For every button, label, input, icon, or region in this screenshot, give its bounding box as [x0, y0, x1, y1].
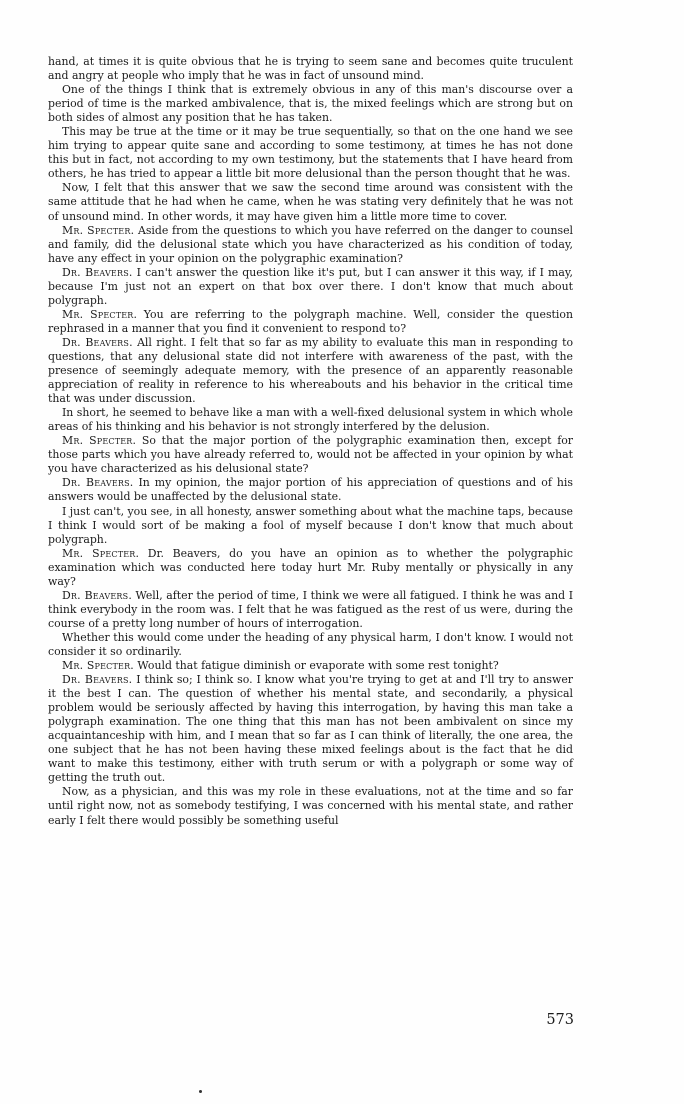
paragraph [48, 434, 573, 476]
scan-speck [199, 1090, 202, 1093]
paragraph [48, 547, 573, 589]
speaker-label: Mr. Specter. [62, 434, 137, 448]
paragraph-text: You are referring to the polygraph machine. Well, consider the question rephrased in a manner that you find it convenient to respond to? [48, 307, 573, 335]
paragraph-text: So that the major portion of the polygraphic examination then, except for those parts which you have already referred to, would not be affected in your opinion by what you have characterized as his delusional state? [48, 434, 574, 476]
paragraph [48, 224, 573, 266]
paragraph [48, 336, 573, 406]
paragraph [48, 659, 573, 673]
paragraph [48, 785, 573, 827]
paragraph [48, 83, 573, 125]
paragraph-text: I can't answer the question like it's put, but I can answer it this way, if I may, because I'm just not an expert on that box over there. I don't know that much about polygraph. [48, 265, 573, 307]
paragraph [48, 589, 573, 631]
speaker-label: Dr. Beavers. [62, 588, 132, 602]
paragraph [48, 55, 573, 83]
paragraph [48, 125, 573, 181]
paragraph-text: This may be true at the time or it may be true sequentially, so that on the one hand we see him trying to appear quite sane and according to some testimony, at times he has not done this but in fact, not according to my own testimony, but the statements that I have heard from others, he has tried to appear a little bit more delusional than the person thought that he was. [48, 125, 573, 181]
speaker-label: Mr. Specter. [62, 307, 138, 321]
paragraph-text: Aside from the questions to which you have referred on the danger to counsel and family, did the delusional state which you have characterized as his condition of today, have any effect in your opinion on the polygraphic examination? [48, 223, 573, 265]
paragraph [48, 476, 573, 504]
paragraph [48, 406, 573, 434]
speaker-label: Mr. Specter. [62, 223, 135, 237]
paragraph-text: In short, he seemed to behave like a man with a well-fixed delusional system in which whole areas of his thinking and his behavior is not strongly interfered by the delusion. [48, 406, 573, 434]
paragraph [48, 631, 573, 659]
paragraph-text: All right. I felt that so far as my ability to evaluate this man in responding to questions, that any delusional state did not interfere with awareness of the past, with the presence of seemingly adequate memory, with the presence of an apparently reasonable appreciation of reality in reference to his whereabouts and his behavior in the critical time that was under discussion. [48, 335, 573, 406]
paragraph-text: hand, at times it is quite obvious that he is trying to seem sane and becomes quite truculent and angry at people who imply that he was in fact of unsound mind. [48, 55, 573, 83]
paragraph-text: Would that fatigue diminish or evaporate with some rest tonight? [133, 659, 499, 673]
speaker-label: Mr. Specter. [62, 659, 134, 673]
paragraph-text: Now, I felt that this answer that we saw the second time around was consistent with the same attitude that he had when he came, when he was stating very definitely that he was not of unsound mind. In other words, it may have given him a little more time to cover. [48, 181, 573, 223]
paragraph [48, 673, 573, 785]
paragraph [48, 266, 573, 308]
paragraph [48, 181, 573, 223]
paragraph [48, 505, 573, 547]
page-number: 573 [546, 1012, 574, 1028]
testimony-text [48, 55, 573, 828]
speaker-label: Mr. Specter. [62, 546, 140, 560]
paragraph-text: One of the things I think that is extremely obvious in any of this man's discourse over a period of time is the marked ambivalence, that is, the mixed feelings which are strong but on both sides of almost any position that he has taken. [48, 83, 573, 125]
speaker-label: Dr. Beavers. [62, 335, 133, 349]
paragraph-text: I think so; I think so. I know what you're trying to get at and I'll try to answer it the best I can. The question of whether his mental state, and secondarily, a physical problem would be seriously affected by having this interrogation, by having this man take a polygraph examination. The one thing that this man has not been ambivalent on since my acquaintanceship with him, and I mean that so far as I can think of literally, the one area, the one subject that he has not been having these mixed feelings about is the fact that he did want to make this testimony, either with truth serum or with a polygraph or some way of getting the truth out. [48, 673, 573, 785]
paragraph [48, 308, 573, 336]
speaker-label: Dr. Beavers. [62, 265, 133, 279]
paragraph-text: Dr. Beavers, do you have an opinion as to whether the polygraphic examination which was conducted here today hurt Mr. Ruby mentally or physically in any way? [48, 546, 573, 588]
paragraph-text: I just can't, you see, in all honesty, answer something about what the machine taps, because I think I would sort of be making a fool of myself because I don't know that much about polygraph. [48, 504, 573, 546]
speaker-label: Dr. Beavers. [62, 476, 134, 490]
paragraph-text: In my opinion, the major portion of his appreciation of questions and of his answers would be unaffected by the delusional state. [48, 476, 573, 504]
paragraph-text: Whether this would come under the heading of any physical harm, I don't know. I would not consider it so ordinarily. [48, 630, 573, 658]
speaker-label: Dr. Beavers. [62, 673, 133, 687]
paragraph-text: Now, as a physician, and this was my role in these evaluations, not at the time and so far until right now, not as somebody testifying, I was concerned with his mental state, and rather early I felt there would possibly be something useful [48, 785, 573, 827]
paragraph-text: Well, after the period of time, I think we were all fatigued. I think he was and I think everybody in the room was. I felt that he was fatigued as the rest of us were, during the course of a pretty long number of hours of interrogation. [48, 588, 573, 630]
